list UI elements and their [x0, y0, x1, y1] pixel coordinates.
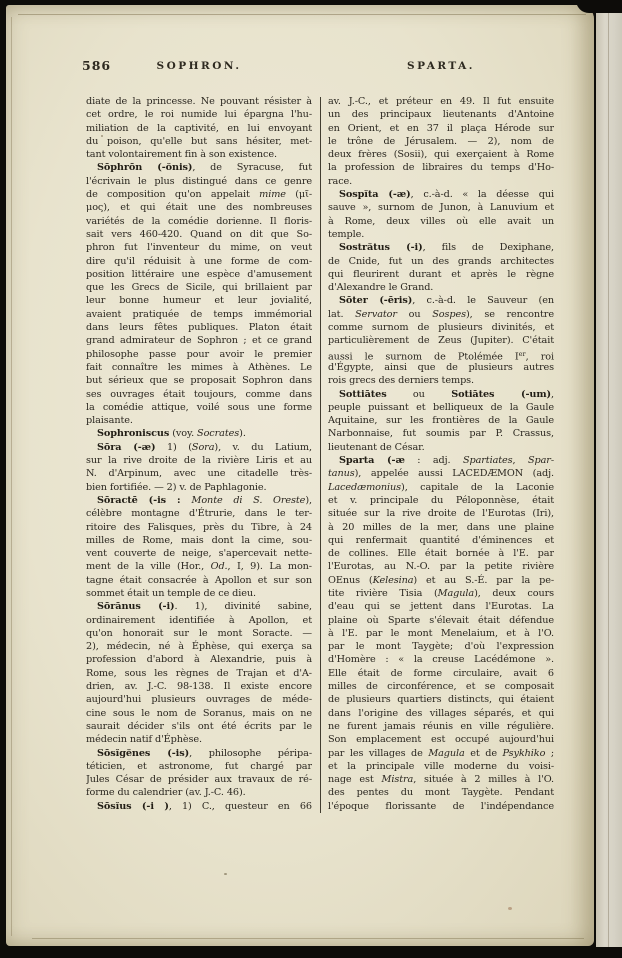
text-run: 1) ( — [155, 441, 192, 453]
entry-headword: Sōter (-ēris) — [339, 295, 413, 307]
text-run: cine sous le nom de Soranus, mais on ne — [86, 707, 312, 719]
text-run: aussi le surnom de Ptolémée I — [328, 351, 519, 361]
text-line — [86, 574, 312, 587]
text-run: des pentes du mont Taygète. Pendant — [328, 787, 554, 799]
text-line — [86, 521, 312, 534]
text-run: qu'on honorait sur le mont Soracte. — — [86, 627, 312, 639]
page-header — [6, 58, 594, 76]
text-run: dans l'origine des villages séparés, et qui — [328, 707, 554, 719]
text-line — [328, 454, 554, 467]
text-run: d'Homère : « la creuse Lacédémone ». — [328, 654, 554, 666]
text-run: 2), médecin, né à Éphèse, qui exerça sa — [86, 641, 312, 653]
text-line — [328, 733, 554, 746]
text-run: miliation de la captivité, en lui envoyant — [86, 122, 312, 134]
text-line — [328, 361, 554, 374]
text-line — [328, 201, 554, 214]
text-line — [328, 547, 554, 560]
text-run: but sérieux que se proposait Sophron dans — [86, 375, 312, 387]
text-run: sait vers 460-420. Quand on dit que So- — [86, 228, 312, 240]
text-run: Magula — [428, 747, 465, 759]
entry-headword: Sospĭta (-æ) — [339, 189, 411, 201]
text-line — [86, 547, 312, 560]
text-line — [86, 600, 312, 613]
entry-headword: Sōsĭus (-i ) — [97, 800, 169, 812]
text-line — [328, 215, 554, 228]
entry-headword: Sotiātes (-um) — [451, 388, 552, 400]
running-head-right: SPARTA. — [407, 60, 475, 72]
running-head-left: SOPHRON. — [156, 60, 242, 72]
text-run: sommet était un temple de ce dieu. — [86, 587, 257, 599]
text-columns — [86, 95, 554, 813]
text-line — [328, 640, 554, 653]
text-run: lieutenant de César. — [328, 441, 425, 453]
text-run: ), deux cours — [474, 587, 554, 599]
text-run: mime — [259, 189, 286, 201]
text-run: ). — [239, 428, 246, 440]
text-run: nage est — [328, 774, 382, 786]
text-line — [328, 374, 554, 387]
text-run: , c.-à-d. le Sauveur (en — [412, 295, 554, 307]
text-line — [86, 108, 312, 121]
text-line — [328, 707, 554, 720]
text-run: Aquitaine, sur les frontières de la Gaule — [328, 415, 554, 427]
text-run: (μῖ- — [285, 189, 312, 201]
text-line — [86, 281, 312, 294]
text-line — [328, 175, 554, 188]
entry-headword: Sōractē (-is : — [97, 494, 192, 506]
text-run: que les Grecs de Sicile, qui brillaient par — [86, 282, 312, 294]
text-line — [86, 321, 312, 334]
text-run: Son emplacement est occupé aujourd'hui — [328, 734, 554, 746]
text-line — [86, 148, 312, 161]
text-run: : adj. — [404, 455, 463, 467]
text-line — [86, 441, 312, 454]
text-line — [86, 507, 312, 520]
text-run: et de — [464, 747, 503, 759]
text-line — [86, 747, 312, 760]
text-line — [86, 414, 312, 427]
scanned-book-page — [6, 5, 594, 946]
text-line — [86, 308, 312, 321]
text-line — [86, 175, 312, 188]
text-run: sur la rive droite de la rivière Liris et au — [86, 455, 312, 467]
text-run: du poison, qu'elle but sans hésiter, met- — [86, 135, 312, 147]
text-line — [86, 241, 312, 254]
text-run: ), v. du Latium, — [214, 441, 312, 453]
text-line — [328, 108, 554, 121]
text-run: temple. — [328, 228, 365, 240]
text-line — [328, 773, 554, 786]
text-run: qui renfermait quantité d'éminences et — [328, 534, 554, 546]
left-column — [86, 95, 312, 813]
text-run: sauve », surnom de Junon, à Lanuvium et — [328, 202, 554, 214]
text-line — [328, 667, 554, 680]
text-line — [86, 560, 312, 573]
text-run: célèbre montagne d'Étrurie, dans le ter- — [86, 508, 312, 520]
text-run: OEnus ( — [328, 574, 373, 586]
page-edge-line-bottom — [32, 938, 584, 939]
text-run: philosophe passe pour avoir le premier — [86, 348, 312, 360]
text-line — [328, 627, 554, 640]
text-line — [328, 388, 554, 401]
text-run: lat. — [328, 308, 356, 320]
entry-headword: Sōsĭgĕnes (-is) — [97, 747, 190, 759]
text-line — [86, 481, 312, 494]
text-run: , située à 2 milles à l'O. — [413, 774, 554, 786]
adjacent-page-crease-line — [608, 9, 609, 947]
column-divider-rule — [320, 97, 321, 813]
text-line — [86, 733, 312, 746]
text-run: ordinairement identifiée à Apollon, et — [86, 614, 312, 626]
text-run: ) et au S.-É. par la pe- — [413, 574, 554, 586]
text-line — [328, 427, 554, 440]
text-run: à l'E. par le mont Menelaium, et à l'O. — [328, 627, 554, 639]
text-run: Lacedæmonius — [328, 481, 402, 493]
text-run: tagne était consacrée à Apollon et sur son — [86, 574, 312, 586]
text-line — [328, 401, 554, 414]
text-run: μος), et qui était une des nombreuses — [86, 202, 312, 214]
text-line — [86, 95, 312, 108]
text-run: située sur la rive droite de l'Eurotas (Iri), — [328, 508, 554, 520]
text-run: dans leurs fêtes publiques. Platon était — [86, 322, 312, 334]
text-run: Psykhiko — [502, 747, 546, 759]
text-line — [86, 334, 312, 347]
text-run: grand admirateur de Sophron ; et ce grand — [86, 335, 312, 347]
text-run: Spar- — [527, 455, 554, 467]
text-run: téticien, et astronome, fut chargé par — [86, 760, 312, 772]
text-line — [86, 215, 312, 228]
text-run: ou — [386, 388, 452, 400]
text-run: ou — [396, 308, 433, 320]
text-line — [328, 441, 554, 454]
text-run: Narbonnaise, fut soumis par P. Crassus, — [328, 428, 554, 440]
text-run: particulièrement de Zeus (Jupiter). C'était — [328, 335, 554, 347]
text-line — [328, 800, 554, 813]
text-run: (voy. — [169, 428, 198, 440]
text-run: ment de la ville (Hor., — [86, 561, 211, 573]
text-run: Mistra — [381, 774, 414, 786]
text-line — [86, 693, 312, 706]
text-line — [328, 414, 554, 427]
text-line — [328, 228, 554, 241]
text-run: ses ouvrages était toujours, comme dans — [86, 388, 312, 400]
text-line — [86, 760, 312, 773]
page-number: 586 — [82, 58, 112, 73]
page-edge-line-top — [18, 14, 586, 15]
text-run: . 1), divinité sabine, — [174, 601, 312, 613]
text-run: ), se rencontre — [465, 308, 554, 320]
text-run: milles de Rome, mais dont la cime, sou- — [86, 534, 312, 546]
text-line — [328, 348, 554, 361]
text-line — [328, 560, 554, 573]
text-run: plaine où Sparte s'élevait était défendue — [328, 614, 554, 626]
text-run: leur bonne humeur et leur jovialité, — [86, 295, 312, 307]
text-run: Sospes — [432, 308, 466, 320]
text-line — [328, 481, 554, 494]
text-run: N. d'Arpinum, avec une citadelle très- — [86, 468, 312, 480]
text-line — [86, 135, 312, 148]
text-run: Jules César de présider aux travaux de ré- — [86, 774, 312, 786]
text-line — [86, 786, 312, 799]
text-run: et v. principale du Péloponnèse, était — [328, 494, 554, 506]
entry-headword: Sottiātes — [339, 388, 387, 400]
page-edge-line-left — [11, 17, 12, 936]
text-run: en Orient, et en 37 il plaça Hérode sur — [328, 122, 554, 134]
text-run: médecin natif d'Éphèse. — [86, 734, 202, 746]
text-run: la comédie attique, voilé sous une forme — [86, 401, 312, 413]
text-run: avaient pratiquée de temps immémorial — [86, 308, 312, 320]
text-run: rois grecs des derniers temps. — [328, 375, 475, 387]
entry-headword: Sostrătus (-i) — [339, 242, 423, 254]
text-run: variétés de la comédie dorienne. Il floris- — [86, 215, 312, 227]
text-run: vent couverte de neige, s'apercevait nette- — [86, 548, 312, 560]
text-run: Monte di S. Oreste — [191, 494, 306, 506]
text-run: de collines. Elle était bornée à l'E. par — [328, 548, 554, 560]
text-run: le trône de Jérusalem. — 2), nom de — [328, 135, 554, 147]
entry-headword: Sōphrōn (-ŏnis) — [97, 162, 193, 174]
text-run: Elle était de forme circulaire, avait 6 — [328, 667, 554, 679]
text-line — [328, 587, 554, 600]
text-line — [86, 122, 312, 135]
text-run: ), appelée aussi LACEDÆMON (adj. — [354, 468, 554, 480]
text-run: d'eau qui se jettent dans l'Eurotas. La — [328, 601, 554, 613]
text-line — [328, 255, 554, 268]
text-run: position littéraire une espèce d'amusement — [86, 268, 312, 280]
text-line — [86, 374, 312, 387]
text-run: un des principaux lieutenants d'Antoine — [328, 109, 554, 121]
text-run: , philosophe péripa- — [189, 747, 312, 759]
text-run: ; — [545, 747, 554, 759]
text-line — [328, 747, 554, 760]
paper-speck — [508, 907, 512, 910]
text-run: , I, 9). La mon- — [227, 561, 312, 573]
text-run: Spartiates — [462, 455, 513, 467]
text-line — [86, 534, 312, 547]
text-run: Rome, sous les règnes de Trajan et d'A- — [86, 667, 312, 679]
text-line — [328, 521, 554, 534]
text-line — [328, 574, 554, 587]
text-line — [328, 534, 554, 547]
text-run: , — [551, 388, 554, 400]
text-line — [86, 255, 312, 268]
text-run: drien, av. J.-C. 98-138. Il existe encore — [86, 681, 312, 693]
text-run: er — [518, 349, 526, 358]
text-run: comme surnom de plusieurs divinités, et — [328, 322, 554, 334]
text-line — [86, 201, 312, 214]
text-line — [328, 507, 554, 520]
text-line — [86, 228, 312, 241]
text-line — [328, 334, 554, 347]
text-line — [86, 587, 312, 600]
text-line — [328, 188, 554, 201]
text-line — [328, 653, 554, 666]
text-run: plaisante. — [86, 415, 133, 427]
text-run: tanus — [328, 468, 355, 480]
text-run: Socrates — [197, 428, 240, 440]
text-line — [86, 188, 312, 201]
text-line — [86, 800, 312, 813]
text-run: d'Égypte, ainsi que de plusieurs autres — [328, 361, 554, 373]
text-run: aujourd'hui plusieurs ouvrages de méde- — [86, 694, 312, 706]
adjacent-page-edge — [596, 9, 622, 947]
text-line — [328, 268, 554, 281]
text-line — [86, 773, 312, 786]
text-line — [328, 720, 554, 733]
text-run: av. J.-C., et préteur en 49. Il fut ensuite — [328, 96, 554, 107]
text-run: l'époque florissante de l'indépendance — [328, 800, 554, 812]
entry-headword: Sparta (-æ — [339, 455, 405, 467]
text-line — [86, 720, 312, 733]
text-line — [86, 494, 312, 507]
text-line — [86, 268, 312, 281]
text-line — [328, 135, 554, 148]
text-line — [86, 627, 312, 640]
text-run: la profession de libraires du temps d'Ho- — [328, 162, 554, 174]
text-line — [328, 786, 554, 799]
text-line — [328, 95, 554, 108]
text-run: , c.-à-d. « la déesse qui — [410, 189, 554, 201]
text-line — [328, 161, 554, 174]
text-line — [328, 308, 554, 321]
text-line — [86, 161, 312, 174]
text-run: de Cnide, fut un des grands architectes — [328, 255, 554, 267]
text-run: et la principale ville moderne du voisi- — [328, 760, 554, 772]
text-run: , fils de Dexiphane, — [422, 242, 554, 254]
text-line — [86, 427, 312, 440]
text-run: dire qu'il réduisit à une forme de com- — [86, 255, 312, 267]
text-run: ), — [305, 494, 312, 506]
text-line — [328, 122, 554, 135]
text-run: à 20 milles de la mer, dans une plaine — [328, 521, 554, 533]
text-line — [328, 760, 554, 773]
text-line — [328, 614, 554, 627]
text-run: à Rome, deux villes où elle avait un — [328, 215, 554, 227]
text-line — [328, 494, 554, 507]
text-line — [86, 467, 312, 480]
text-line — [328, 680, 554, 693]
paper-speck — [224, 873, 227, 875]
text-line — [328, 600, 554, 613]
text-line — [86, 667, 312, 680]
text-line — [86, 614, 312, 627]
text-line — [328, 321, 554, 334]
text-run: , roi — [525, 351, 554, 361]
text-line — [86, 348, 312, 361]
text-run: ne furent jamais réunis en ville régulière. — [328, 720, 554, 732]
text-run: par les villages de — [328, 747, 429, 759]
text-run: l'Eurotas, au N.-O. par la petite rivière — [328, 561, 554, 573]
text-line — [86, 707, 312, 720]
text-run: fait connaître les mimes à Athènes. Le — [86, 361, 312, 373]
text-run: qui fleurirent durant et après le règne — [328, 268, 554, 280]
text-run: deux frères (Sosii), qui exerçaient à Rome — [328, 149, 554, 161]
text-run: cet ordre, le roi numide lui épargna l'hu- — [86, 109, 312, 121]
text-line — [86, 653, 312, 666]
text-run: Magula — [437, 587, 475, 599]
text-line — [86, 680, 312, 693]
entry-headword: Sophroniscus — [97, 428, 170, 440]
text-line — [328, 294, 554, 307]
text-run: ), capitale de la Laconie — [401, 481, 554, 493]
scan-corner-shadow — [576, 0, 622, 13]
text-run: diate de la princesse. Ne pouvant résister à — [86, 96, 312, 107]
text-line — [328, 693, 554, 706]
entry-headword: Sōra (-æ) — [97, 441, 156, 453]
text-run: Servator — [355, 308, 397, 320]
text-run: , de Syracuse, fut — [192, 162, 312, 174]
text-run: peuple puissant et belliqueux de la Gaule — [328, 401, 554, 413]
text-run: tant volontairement fin à son existence. — [86, 149, 277, 161]
text-line — [86, 361, 312, 374]
text-run: Kelesina — [372, 574, 414, 586]
text-run: bien fortifiée. — 2) v. de Paphlagonie. — [86, 481, 267, 493]
text-run: Sora — [191, 441, 215, 453]
text-run: l'écrivain le plus distingué dans ce genre — [86, 175, 312, 187]
text-run: race. — [328, 175, 353, 187]
text-line — [328, 281, 554, 294]
right-column — [328, 95, 554, 813]
text-run: milles de circonférence, et se composait — [328, 681, 554, 693]
text-line — [86, 454, 312, 467]
text-run: par le mont Taygète; d'où l'expression — [328, 641, 554, 653]
text-run: , — [512, 455, 528, 467]
text-line — [86, 640, 312, 653]
text-run: d'Alexandre le Grand. — [328, 282, 434, 294]
text-run: tite rivière Tisia ( — [328, 587, 438, 599]
text-run: phron fut l'inventeur du mime, on veut — [86, 242, 312, 254]
text-run: ritoire des Falisques, près du Tibre, à 24 — [86, 521, 312, 533]
text-run: forme du calendrier (av. J.-C. 46). — [86, 787, 246, 799]
text-run: saurait décider s'ils ont été écrits par le — [86, 720, 312, 732]
text-run: , 1) C., questeur en 66 — [168, 800, 312, 812]
text-run: de composition qu'on appelait — [86, 189, 260, 201]
text-run: Od. — [210, 561, 228, 573]
text-line — [86, 294, 312, 307]
text-line — [86, 401, 312, 414]
entry-headword: Sōrānus (-i) — [97, 601, 175, 613]
text-run: de plusieurs quartiers distincts, qui étaient — [328, 694, 554, 706]
text-line — [328, 241, 554, 254]
text-line — [328, 148, 554, 161]
text-line — [86, 388, 312, 401]
text-run: profession d'abord à Alexandrie, puis à — [86, 654, 312, 666]
text-line — [328, 467, 554, 480]
